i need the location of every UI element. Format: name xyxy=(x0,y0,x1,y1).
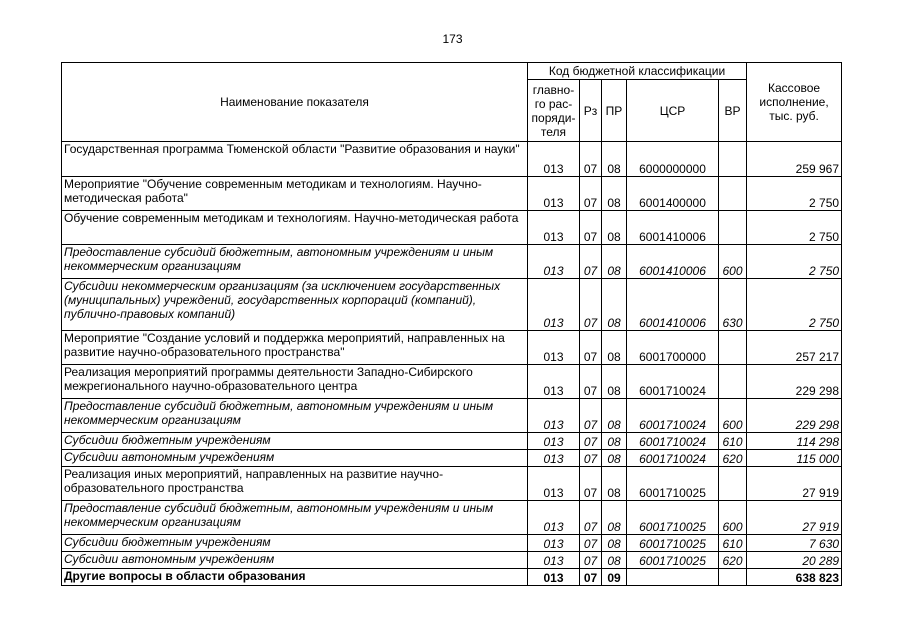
row-vr: 610 xyxy=(719,535,747,552)
row-name: Мероприятие "Обучение современным методикам и технологиям. Научно-методическая работа" xyxy=(62,177,528,211)
row-vr xyxy=(719,569,747,586)
table-row xyxy=(62,142,842,177)
header-amount: Кассовое исполнение, тыс. руб. xyxy=(747,63,842,142)
row-glavny: 013 xyxy=(528,501,580,535)
row-name: Субсидии бюджетным учреждениям xyxy=(62,535,528,552)
header-rz: Рз xyxy=(580,80,602,142)
row-pr: 09 xyxy=(602,569,627,586)
page-number: 173 xyxy=(442,32,463,46)
row-amount: 20 289 xyxy=(747,552,842,569)
table-row xyxy=(62,450,842,467)
row-csr: 6001710024 xyxy=(627,450,719,467)
row-glavny: 013 xyxy=(528,433,580,450)
row-rz: 07 xyxy=(580,399,602,433)
row-pr: 08 xyxy=(602,450,627,467)
row-pr: 08 xyxy=(602,535,627,552)
row-glavny: 013 xyxy=(528,142,580,177)
row-pr: 08 xyxy=(602,245,627,279)
row-csr: 6001710025 xyxy=(627,467,719,501)
table-row xyxy=(62,569,842,586)
row-rz: 07 xyxy=(580,433,602,450)
row-csr: 6001710024 xyxy=(627,399,719,433)
table-row xyxy=(62,433,842,450)
row-name: Предоставление субсидий бюджетным, автономным учреждениям и иным некоммерческим организациям xyxy=(62,245,528,279)
table-header xyxy=(62,63,842,142)
row-glavny: 013 xyxy=(528,245,580,279)
row-pr: 08 xyxy=(602,365,627,399)
row-csr: 6000000000 xyxy=(627,142,719,177)
row-rz: 07 xyxy=(580,501,602,535)
row-name: Государственная программа Тюменской области "Развитие образования и науки" xyxy=(62,142,528,177)
row-name: Субсидии некоммерческим организациям (за исключением государственных (муниципальных) учреждений, государственных корпораций (компаний), публично-правовых компаний) xyxy=(62,279,528,331)
row-rz: 07 xyxy=(580,450,602,467)
row-rz: 07 xyxy=(580,211,602,245)
row-vr: 610 xyxy=(719,433,747,450)
row-vr: 600 xyxy=(719,245,747,279)
row-amount: 229 298 xyxy=(747,365,842,399)
row-csr: 6001710025 xyxy=(627,501,719,535)
row-vr xyxy=(719,365,747,399)
row-csr: 6001710024 xyxy=(627,365,719,399)
row-amount: 2 750 xyxy=(747,245,842,279)
header-glavny: главно-го рас-поряди-теля xyxy=(528,80,580,142)
row-csr: 6001410006 xyxy=(627,245,719,279)
row-glavny: 013 xyxy=(528,535,580,552)
header-vr: ВР xyxy=(719,80,747,142)
table-row xyxy=(62,467,842,501)
row-rz: 07 xyxy=(580,365,602,399)
row-amount: 27 919 xyxy=(747,501,842,535)
row-csr: 6001410006 xyxy=(627,211,719,245)
header-csr: ЦСР xyxy=(627,80,719,142)
row-csr: 6001710024 xyxy=(627,433,719,450)
row-amount: 7 630 xyxy=(747,535,842,552)
row-vr: 600 xyxy=(719,399,747,433)
row-vr: 630 xyxy=(719,279,747,331)
row-name: Реализация мероприятий программы деятельности Западно-Сибирского межрегионального научно-образовательного центра xyxy=(62,365,528,399)
row-pr: 08 xyxy=(602,331,627,365)
table-row xyxy=(62,331,842,365)
row-rz: 07 xyxy=(580,535,602,552)
row-glavny: 013 xyxy=(528,331,580,365)
table-row xyxy=(62,552,842,569)
row-csr: 6001710025 xyxy=(627,535,719,552)
row-pr: 08 xyxy=(602,211,627,245)
row-pr: 08 xyxy=(602,433,627,450)
row-pr: 08 xyxy=(602,177,627,211)
row-glavny: 013 xyxy=(528,467,580,501)
row-csr: 6001700000 xyxy=(627,331,719,365)
row-glavny: 013 xyxy=(528,399,580,433)
row-amount: 27 919 xyxy=(747,467,842,501)
row-pr: 08 xyxy=(602,467,627,501)
header-pr: ПР xyxy=(602,80,627,142)
row-vr xyxy=(719,177,747,211)
table-row xyxy=(62,399,842,433)
row-vr xyxy=(719,211,747,245)
row-csr xyxy=(627,569,719,586)
table-row xyxy=(62,245,842,279)
row-amount: 2 750 xyxy=(747,211,842,245)
row-amount: 257 217 xyxy=(747,331,842,365)
row-name: Субсидии автономным учреждениям xyxy=(62,552,528,569)
row-vr xyxy=(719,142,747,177)
table-row xyxy=(62,177,842,211)
row-csr: 6001410006 xyxy=(627,279,719,331)
row-rz: 07 xyxy=(580,467,602,501)
header-code-group: Код бюджетной классификации xyxy=(528,63,747,80)
row-amount: 2 750 xyxy=(747,177,842,211)
row-name: Мероприятие "Создание условий и поддержка мероприятий, направленных на развитие научно-образовательного пространства" xyxy=(62,331,528,365)
row-name: Субсидии автономным учреждениям xyxy=(62,450,528,467)
row-glavny: 013 xyxy=(528,279,580,331)
table-body xyxy=(62,142,842,586)
row-name: Обучение современным методикам и технологиям. Научно-методическая работа xyxy=(62,211,528,245)
row-csr: 6001710025 xyxy=(627,552,719,569)
row-rz: 07 xyxy=(580,331,602,365)
row-name: Субсидии бюджетным учреждениям xyxy=(62,433,528,450)
row-vr: 620 xyxy=(719,450,747,467)
row-name: Предоставление субсидий бюджетным, автономным учреждениям и иным некоммерческим организациям xyxy=(62,501,528,535)
row-name: Реализация иных мероприятий, направленных на развитие научно-образовательного пространства xyxy=(62,467,528,501)
row-glavny: 013 xyxy=(528,365,580,399)
row-vr xyxy=(719,467,747,501)
row-rz: 07 xyxy=(580,177,602,211)
row-rz: 07 xyxy=(580,569,602,586)
table-row xyxy=(62,211,842,245)
row-pr: 08 xyxy=(602,501,627,535)
row-glavny: 013 xyxy=(528,552,580,569)
row-rz: 07 xyxy=(580,552,602,569)
row-name: Предоставление субсидий бюджетным, автономным учреждениям и иным некоммерческим организациям xyxy=(62,399,528,433)
row-pr: 08 xyxy=(602,399,627,433)
row-csr: 6001400000 xyxy=(627,177,719,211)
budget-table xyxy=(61,62,842,586)
row-name: Другие вопросы в области образования xyxy=(62,569,528,586)
row-pr: 08 xyxy=(602,552,627,569)
row-pr: 08 xyxy=(602,279,627,331)
row-amount: 2 750 xyxy=(747,279,842,331)
header-name: Наименование показателя xyxy=(62,63,528,142)
row-glavny: 013 xyxy=(528,177,580,211)
row-amount: 229 298 xyxy=(747,399,842,433)
row-amount: 115 000 xyxy=(747,450,842,467)
table-row xyxy=(62,279,842,331)
row-rz: 07 xyxy=(580,279,602,331)
row-amount: 114 298 xyxy=(747,433,842,450)
row-amount: 638 823 xyxy=(747,569,842,586)
row-rz: 07 xyxy=(580,245,602,279)
table-row xyxy=(62,535,842,552)
row-glavny: 013 xyxy=(528,211,580,245)
row-glavny: 013 xyxy=(528,450,580,467)
row-vr: 600 xyxy=(719,501,747,535)
table-row xyxy=(62,365,842,399)
row-glavny: 013 xyxy=(528,569,580,586)
row-vr: 620 xyxy=(719,552,747,569)
row-amount: 259 967 xyxy=(747,142,842,177)
row-rz: 07 xyxy=(580,142,602,177)
row-vr xyxy=(719,331,747,365)
row-pr: 08 xyxy=(602,142,627,177)
table-row xyxy=(62,501,842,535)
